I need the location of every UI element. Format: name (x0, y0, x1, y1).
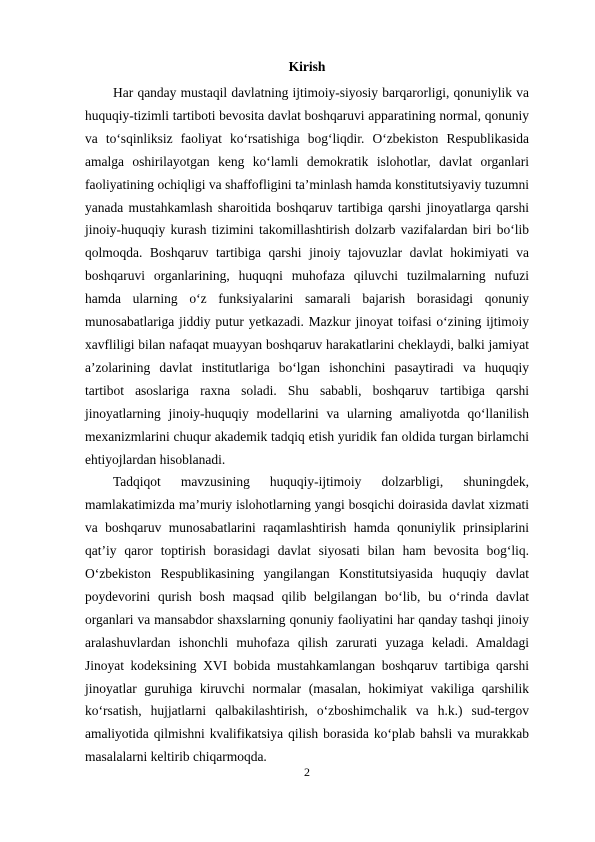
paragraph-1: Har qanday mustaqil davlatning ijtimoiy-siyosiy barqarorligi, qonuniylik va huquqiy-tizimli tartiboti bevosita davlat boshqaruvi apparatining normal, qonuniy va to‘sqinliksiz faoliyat ko‘rsatishiga bog‘liqdir. O‘zbekiston Respublikasida amalga oshirilayotgan keng ko‘lamli demokratik islohotlar, davlat organlari faoliyatining ochiqligi va shaffofligini ta’minlash hamda konstitutsiyaviy tuzumni yanada mustahkamlash sharoitida boshqaruv tartibiga qarshi jinoyatlarga qarshi jinoiy-huquqiy kurash tizimini takomillashtirish dolzarb vazifalardan biri bo‘lib qolmoqda. Boshqaruv tartibiga qarshi jinoiy tajovuzlar davlat hokimiyati va boshqaruvi organlarining, huquqni muhofaza qiluvchi tuzilmalarning nufuzi hamda ularning o‘z funksiyalarini samarali bajarish borasidagi qonuniy munosabatlariga jiddiy putur yetkazadi. Mazkur jinoyat toifasi o‘zining ijtimoiy xavfliligi bilan nafaqat muayyan boshqaruv harakatlarini cheklaydi, balki jamiyat a’zolarining davlat institutlariga bo‘lgan ishonchini pasaytiradi va huquqiy tartibot asoslariga raxna soladi. Shu sababli, boshqaruv tartibiga qarshi jinoyatlarning jinoiy-huquqiy modellarini va ularning amaliyotda qo‘llanilish mexanizmlarini chuqur akademik tadqiq etish yuridik fan oldida turgan birlamchi ehtiyojlardan hisoblanadi. (85, 85, 529, 467)
paragraph-2: Tadqiqot mavzusining huquqiy-ijtimoiy dolzarbligi, shuningdek, mamlakatimizda ma’muriy islohotlarning yangi bosqichi doirasida davlat xizmati va boshqaruv munosabatlarini raqamlashtirish hamda qonuniylik prinsiplarini qat’iy qaror toptirish borasidagi davlat siyosati bilan ham bevosita bog‘liq. O‘zbekiston Respublikasining yangilangan Konstitutsiyasida huquqiy davlat poydevorini qurish bosh maqsad qilib belgilangan bo‘lib, bu o‘rinda davlat organlari va mansabdor shaxslarning qonuniy faoliyatini har qanday tashqi jinoiy aralashuvlardan ishonchli muhofaza qilish zarurati yuzaga keladi. Amaldagi Jinoyat kodeksining XVI bobida mustahkamlangan boshqaruv tartibiga qarshi jinoyatlar guruhiga kiruvchi normalar (masalan, hokimiyat vakiliga qarshilik ko‘rsatish, hujjatlarni qalbakilashtirish, o‘zboshimchalik va h.k.) sud-tergov amaliyotida qilmishni kvalifikatsiya qilish borasida ko‘plab bahsli va murakkab masalalarni keltirib chiqarmoqda. (85, 474, 529, 765)
section-title: Kirish (288, 59, 326, 74)
document-body (85, 82, 529, 769)
page-number: 2 (304, 765, 310, 779)
